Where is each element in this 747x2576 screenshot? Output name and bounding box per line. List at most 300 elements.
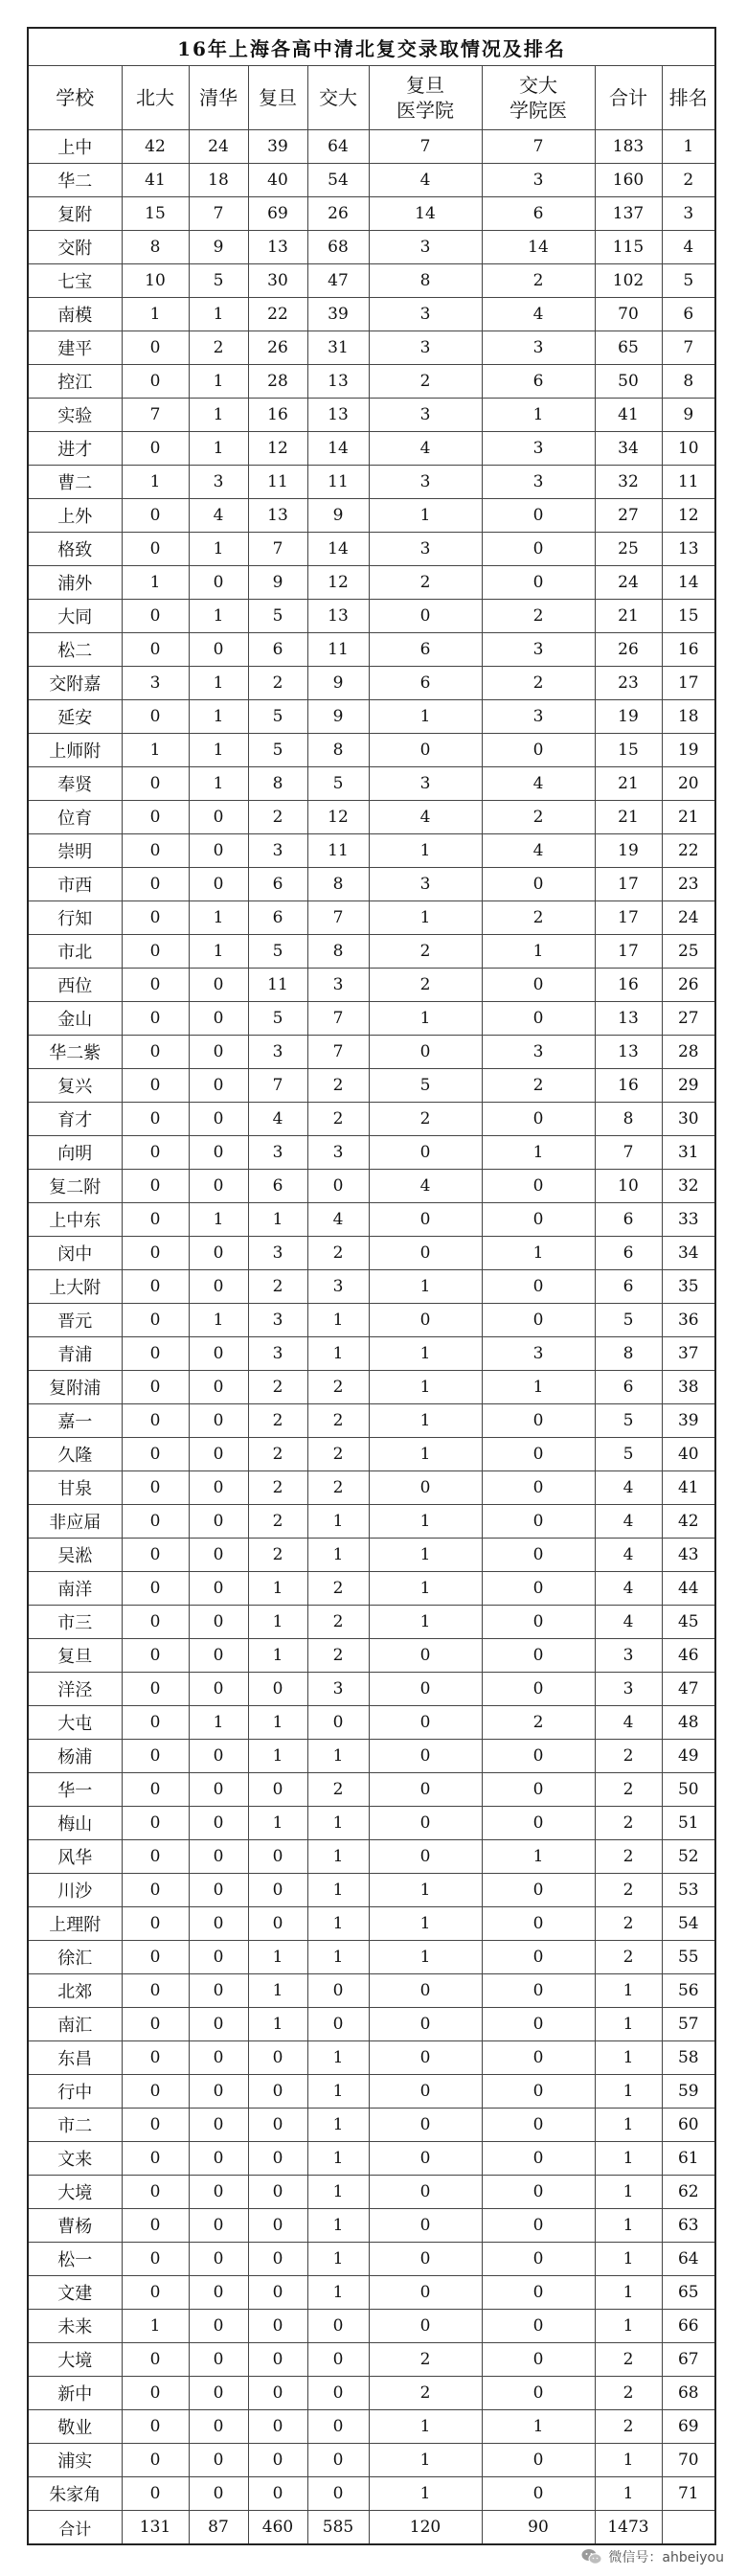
value-cell: 6 — [595, 1270, 662, 1304]
value-cell: 0 — [248, 2243, 307, 2276]
value-cell: 12 — [248, 432, 307, 466]
value-cell: 7 — [369, 130, 482, 164]
value-cell: 0 — [189, 1807, 248, 1840]
value-cell: 7 — [307, 1036, 369, 1069]
value-cell: 5 — [369, 1069, 482, 1103]
value-cell: 1 — [248, 1639, 307, 1673]
table-row — [28, 1136, 715, 1170]
value-cell: 13 — [307, 365, 369, 399]
table-row — [28, 734, 715, 767]
value-cell: 0 — [189, 1103, 248, 1136]
value-cell: 0 — [482, 2444, 595, 2477]
value-cell: 1 — [307, 2243, 369, 2276]
value-cell: 2 — [307, 1773, 369, 1807]
value-cell: 4 — [369, 164, 482, 197]
value-cell: 0 — [189, 1505, 248, 1539]
value-cell: 2 — [248, 1539, 307, 1572]
value-cell: 1 — [369, 2477, 482, 2511]
value-cell: 0 — [248, 2276, 307, 2310]
value-cell: 4 — [482, 767, 595, 801]
value-cell: 1 — [369, 1371, 482, 1404]
value-cell: 13 — [307, 600, 369, 633]
header-row — [28, 66, 715, 130]
value-cell: 14 — [307, 432, 369, 466]
value-cell: 0 — [122, 1203, 189, 1237]
value-cell: 0 — [248, 1874, 307, 1907]
total-value-cell: 585 — [307, 2511, 369, 2545]
value-cell: 0 — [122, 1371, 189, 1404]
value-cell: 3 — [369, 399, 482, 432]
value-cell: 1 — [307, 2176, 369, 2209]
table-row — [28, 130, 715, 164]
table-title: 16年上海各高中清北复交录取情况及排名 — [28, 28, 715, 66]
value-cell: 0 — [122, 365, 189, 399]
school-name-cell: 上理附 — [28, 1907, 122, 1941]
value-cell: 2 — [595, 2343, 662, 2377]
value-cell: 1 — [482, 399, 595, 432]
school-name-cell: 北郊 — [28, 1974, 122, 2008]
value-cell: 58 — [662, 2041, 715, 2075]
value-cell: 0 — [122, 1572, 189, 1606]
value-cell: 2 — [248, 801, 307, 834]
value-cell: 0 — [482, 2209, 595, 2243]
value-cell: 3 — [482, 1036, 595, 1069]
value-cell: 17 — [662, 667, 715, 700]
table-row — [28, 600, 715, 633]
table-row — [28, 2075, 715, 2109]
value-cell: 0 — [122, 533, 189, 566]
value-cell: 0 — [248, 2142, 307, 2176]
value-cell: 51 — [662, 1807, 715, 1840]
value-cell: 2 — [307, 1103, 369, 1136]
value-cell: 2 — [307, 1438, 369, 1471]
value-cell: 1 — [189, 365, 248, 399]
value-cell: 1 — [369, 700, 482, 734]
table-row — [28, 1404, 715, 1438]
table-row — [28, 1002, 715, 1036]
table-row — [28, 935, 715, 969]
value-cell: 1 — [595, 2176, 662, 2209]
value-cell: 0 — [122, 2444, 189, 2477]
value-cell: 7 — [482, 130, 595, 164]
value-cell: 64 — [307, 130, 369, 164]
value-cell: 0 — [122, 969, 189, 1002]
school-name-cell: 南模 — [28, 298, 122, 331]
table-row — [28, 2209, 715, 2243]
value-cell: 2 — [307, 1371, 369, 1404]
value-cell: 1 — [307, 2075, 369, 2109]
value-cell: 40 — [248, 164, 307, 197]
value-cell: 63 — [662, 2209, 715, 2243]
totals-label: 合计 — [28, 2511, 122, 2545]
school-name-cell: 未来 — [28, 2310, 122, 2343]
value-cell: 0 — [189, 1974, 248, 2008]
value-cell: 1 — [122, 466, 189, 499]
title-row — [28, 28, 715, 66]
value-cell: 0 — [122, 1103, 189, 1136]
value-cell: 2 — [482, 600, 595, 633]
value-cell: 30 — [662, 1103, 715, 1136]
value-cell: 1 — [189, 935, 248, 969]
value-cell: 0 — [189, 1337, 248, 1371]
value-cell: 1 — [369, 2410, 482, 2444]
value-cell: 0 — [248, 1773, 307, 1807]
value-cell: 68 — [307, 231, 369, 264]
value-cell: 8 — [662, 365, 715, 399]
value-cell: 69 — [662, 2410, 715, 2444]
value-cell: 1 — [189, 1304, 248, 1337]
value-cell: 1 — [307, 1941, 369, 1974]
value-cell: 2 — [369, 935, 482, 969]
value-cell: 0 — [248, 2477, 307, 2511]
value-cell: 0 — [122, 1438, 189, 1471]
value-cell: 1 — [307, 1874, 369, 1907]
table-row — [28, 2410, 715, 2444]
value-cell: 0 — [307, 2008, 369, 2041]
value-cell: 5 — [248, 700, 307, 734]
value-cell: 65 — [595, 331, 662, 365]
value-cell: 13 — [595, 1002, 662, 1036]
value-cell: 2 — [248, 1371, 307, 1404]
value-cell: 0 — [122, 1036, 189, 1069]
value-cell: 3 — [307, 1673, 369, 1706]
value-cell: 1 — [595, 2075, 662, 2109]
value-cell: 0 — [369, 1807, 482, 1840]
value-cell: 7 — [189, 197, 248, 231]
value-cell: 8 — [369, 264, 482, 298]
value-cell: 1 — [369, 1337, 482, 1371]
table-row — [28, 834, 715, 868]
value-cell: 4 — [595, 1606, 662, 1639]
value-cell: 5 — [248, 935, 307, 969]
value-cell: 3 — [189, 466, 248, 499]
table-row — [28, 969, 715, 1002]
watermark — [576, 2545, 730, 2568]
column-header: 排名 — [662, 66, 715, 130]
school-name-cell: 七宝 — [28, 264, 122, 298]
value-cell: 2 — [369, 2343, 482, 2377]
totals-row — [28, 2511, 715, 2545]
value-cell: 0 — [122, 2109, 189, 2142]
value-cell: 0 — [122, 600, 189, 633]
value-cell: 5 — [189, 264, 248, 298]
value-cell: 0 — [307, 2343, 369, 2377]
table-row — [28, 566, 715, 600]
school-name-cell: 实验 — [28, 399, 122, 432]
value-cell: 0 — [248, 2109, 307, 2142]
table-row — [28, 2142, 715, 2176]
value-cell: 50 — [595, 365, 662, 399]
school-name-cell: 大屯 — [28, 1706, 122, 1740]
value-cell: 14 — [482, 231, 595, 264]
value-cell: 9 — [307, 700, 369, 734]
value-cell: 4 — [369, 432, 482, 466]
value-cell: 1 — [369, 1002, 482, 1036]
school-name-cell: 市三 — [28, 1606, 122, 1639]
value-cell: 1 — [369, 1907, 482, 1941]
table-row — [28, 1371, 715, 1404]
value-cell: 0 — [189, 2310, 248, 2343]
value-cell: 0 — [189, 1471, 248, 1505]
value-cell: 0 — [482, 2075, 595, 2109]
value-cell: 24 — [662, 901, 715, 935]
table-row — [28, 1740, 715, 1773]
school-name-cell: 位育 — [28, 801, 122, 834]
value-cell: 8 — [307, 734, 369, 767]
value-cell: 0 — [248, 2176, 307, 2209]
value-cell: 0 — [369, 2176, 482, 2209]
school-name-cell: 洋泾 — [28, 1673, 122, 1706]
value-cell: 1 — [122, 734, 189, 767]
table-row — [28, 667, 715, 700]
table-row — [28, 1807, 715, 1840]
value-cell: 19 — [595, 834, 662, 868]
value-cell: 1 — [248, 1740, 307, 1773]
value-cell: 1 — [189, 734, 248, 767]
value-cell: 3 — [307, 1136, 369, 1170]
value-cell: 2 — [482, 801, 595, 834]
value-cell: 1 — [189, 767, 248, 801]
value-cell: 39 — [248, 130, 307, 164]
value-cell: 8 — [595, 1103, 662, 1136]
value-cell: 4 — [595, 1539, 662, 1572]
value-cell: 26 — [248, 331, 307, 365]
value-cell: 3 — [369, 767, 482, 801]
value-cell: 0 — [122, 1471, 189, 1505]
value-cell: 34 — [595, 432, 662, 466]
value-cell: 137 — [595, 197, 662, 231]
value-cell: 1 — [189, 533, 248, 566]
value-cell: 1 — [248, 1572, 307, 1606]
value-cell: 11 — [248, 466, 307, 499]
value-cell: 6 — [482, 197, 595, 231]
ranking-sheet — [27, 27, 714, 2545]
value-cell: 7 — [122, 399, 189, 432]
value-cell: 0 — [369, 2142, 482, 2176]
value-cell: 7 — [595, 1136, 662, 1170]
school-name-cell: 文建 — [28, 2276, 122, 2310]
value-cell: 11 — [307, 834, 369, 868]
value-cell: 3 — [369, 466, 482, 499]
value-cell: 32 — [662, 1170, 715, 1203]
value-cell: 6 — [595, 1203, 662, 1237]
value-cell: 0 — [248, 2377, 307, 2410]
value-cell: 39 — [662, 1404, 715, 1438]
value-cell: 0 — [482, 1103, 595, 1136]
value-cell: 0 — [189, 1874, 248, 1907]
table-row — [28, 2310, 715, 2343]
value-cell: 0 — [122, 1539, 189, 1572]
value-cell: 19 — [595, 700, 662, 734]
value-cell: 0 — [122, 901, 189, 935]
value-cell: 2 — [248, 1270, 307, 1304]
school-name-cell: 华二紫 — [28, 1036, 122, 1069]
school-name-cell: 上外 — [28, 499, 122, 533]
value-cell: 0 — [122, 633, 189, 667]
value-cell: 1 — [595, 2209, 662, 2243]
table-row — [28, 2377, 715, 2410]
table-row — [28, 499, 715, 533]
value-cell: 1 — [369, 2444, 482, 2477]
school-name-cell: 建平 — [28, 331, 122, 365]
value-cell: 0 — [482, 1807, 595, 1840]
school-name-cell: 文来 — [28, 2142, 122, 2176]
school-name-cell: 大境 — [28, 2343, 122, 2377]
value-cell: 21 — [595, 600, 662, 633]
value-cell: 45 — [662, 1606, 715, 1639]
school-name-cell: 浦实 — [28, 2444, 122, 2477]
value-cell: 0 — [189, 1572, 248, 1606]
value-cell: 0 — [369, 2276, 482, 2310]
value-cell: 0 — [122, 801, 189, 834]
value-cell: 0 — [482, 1773, 595, 1807]
value-cell: 0 — [482, 1639, 595, 1673]
table-row — [28, 1941, 715, 1974]
table-row — [28, 365, 715, 399]
value-cell: 0 — [122, 2075, 189, 2109]
value-cell: 19 — [662, 734, 715, 767]
school-name-cell: 市北 — [28, 935, 122, 969]
table-row — [28, 1170, 715, 1203]
school-name-cell: 川沙 — [28, 1874, 122, 1907]
value-cell: 0 — [307, 2377, 369, 2410]
value-cell: 1 — [369, 834, 482, 868]
value-cell: 0 — [482, 1203, 595, 1237]
value-cell: 2 — [307, 1572, 369, 1606]
value-cell: 1 — [122, 298, 189, 331]
school-name-cell: 闵中 — [28, 1237, 122, 1270]
value-cell: 26 — [662, 969, 715, 1002]
value-cell: 10 — [122, 264, 189, 298]
value-cell: 0 — [122, 1170, 189, 1203]
value-cell: 46 — [662, 1639, 715, 1673]
school-name-cell: 吴淞 — [28, 1539, 122, 1572]
column-header: 复旦 医学院 — [369, 66, 482, 130]
value-cell: 0 — [189, 1371, 248, 1404]
school-name-cell: 大同 — [28, 600, 122, 633]
value-cell: 9 — [307, 667, 369, 700]
value-cell: 3 — [595, 1639, 662, 1673]
school-name-cell: 上中 — [28, 130, 122, 164]
school-name-cell: 青浦 — [28, 1337, 122, 1371]
school-name-cell: 久隆 — [28, 1438, 122, 1471]
value-cell: 0 — [122, 432, 189, 466]
value-cell: 1 — [595, 2008, 662, 2041]
table-row — [28, 264, 715, 298]
value-cell: 1 — [369, 1941, 482, 1974]
table-row — [28, 1773, 715, 1807]
value-cell: 4 — [595, 1471, 662, 1505]
value-cell: 10 — [595, 1170, 662, 1203]
value-cell: 2 — [595, 1874, 662, 1907]
value-cell: 1 — [189, 901, 248, 935]
value-cell: 28 — [662, 1036, 715, 1069]
value-cell: 1 — [248, 1706, 307, 1740]
value-cell: 66 — [662, 2310, 715, 2343]
value-cell: 2 — [307, 1606, 369, 1639]
value-cell: 29 — [662, 1069, 715, 1103]
value-cell: 8 — [122, 231, 189, 264]
value-cell: 9 — [248, 566, 307, 600]
value-cell: 0 — [369, 1639, 482, 1673]
value-cell: 0 — [369, 1304, 482, 1337]
value-cell: 13 — [307, 399, 369, 432]
value-cell: 1 — [189, 700, 248, 734]
table-row — [28, 164, 715, 197]
value-cell: 0 — [122, 1874, 189, 1907]
school-name-cell: 甘泉 — [28, 1471, 122, 1505]
value-cell: 2 — [248, 1505, 307, 1539]
value-cell: 70 — [662, 2444, 715, 2477]
value-cell: 0 — [122, 1840, 189, 1874]
value-cell: 1 — [248, 1203, 307, 1237]
value-cell: 0 — [482, 499, 595, 533]
value-cell: 2 — [369, 2377, 482, 2410]
value-cell: 3 — [595, 1673, 662, 1706]
table-row — [28, 1539, 715, 1572]
value-cell: 0 — [189, 1002, 248, 1036]
table-row — [28, 1203, 715, 1237]
value-cell: 7 — [248, 1069, 307, 1103]
value-cell: 21 — [662, 801, 715, 834]
value-cell: 57 — [662, 2008, 715, 2041]
value-cell: 4 — [369, 1170, 482, 1203]
table-row — [28, 2041, 715, 2075]
column-header: 交大 — [307, 66, 369, 130]
school-name-cell: 新中 — [28, 2377, 122, 2410]
school-name-cell: 曹杨 — [28, 2209, 122, 2243]
value-cell: 0 — [122, 1807, 189, 1840]
table-row — [28, 1438, 715, 1471]
value-cell: 0 — [482, 2377, 595, 2410]
value-cell: 0 — [307, 1974, 369, 2008]
value-cell: 2 — [482, 264, 595, 298]
value-cell: 67 — [662, 2343, 715, 2377]
value-cell: 1 — [369, 1438, 482, 1471]
value-cell: 24 — [595, 566, 662, 600]
value-cell: 32 — [595, 466, 662, 499]
value-cell: 41 — [122, 164, 189, 197]
value-cell: 2 — [595, 1941, 662, 1974]
value-cell: 2 — [482, 667, 595, 700]
value-cell: 0 — [189, 1673, 248, 1706]
value-cell: 0 — [189, 2276, 248, 2310]
value-cell: 0 — [189, 566, 248, 600]
value-cell: 0 — [482, 1471, 595, 1505]
value-cell: 8 — [248, 767, 307, 801]
school-name-cell: 向明 — [28, 1136, 122, 1170]
table-row — [28, 1639, 715, 1673]
value-cell: 0 — [189, 801, 248, 834]
value-cell: 0 — [482, 969, 595, 1002]
value-cell: 0 — [482, 2343, 595, 2377]
value-cell: 1 — [307, 1505, 369, 1539]
value-cell: 1 — [595, 2276, 662, 2310]
value-cell: 12 — [307, 801, 369, 834]
value-cell: 7 — [307, 901, 369, 935]
value-cell: 49 — [662, 1740, 715, 1773]
table-row — [28, 399, 715, 432]
school-name-cell: 嘉一 — [28, 1404, 122, 1438]
value-cell: 3 — [482, 432, 595, 466]
total-value-cell: 1473 — [595, 2511, 662, 2545]
table-row — [28, 432, 715, 466]
value-cell: 14 — [307, 533, 369, 566]
table-row — [28, 2477, 715, 2511]
value-cell: 0 — [482, 1606, 595, 1639]
value-cell: 1 — [189, 1706, 248, 1740]
school-name-cell: 华一 — [28, 1773, 122, 1807]
